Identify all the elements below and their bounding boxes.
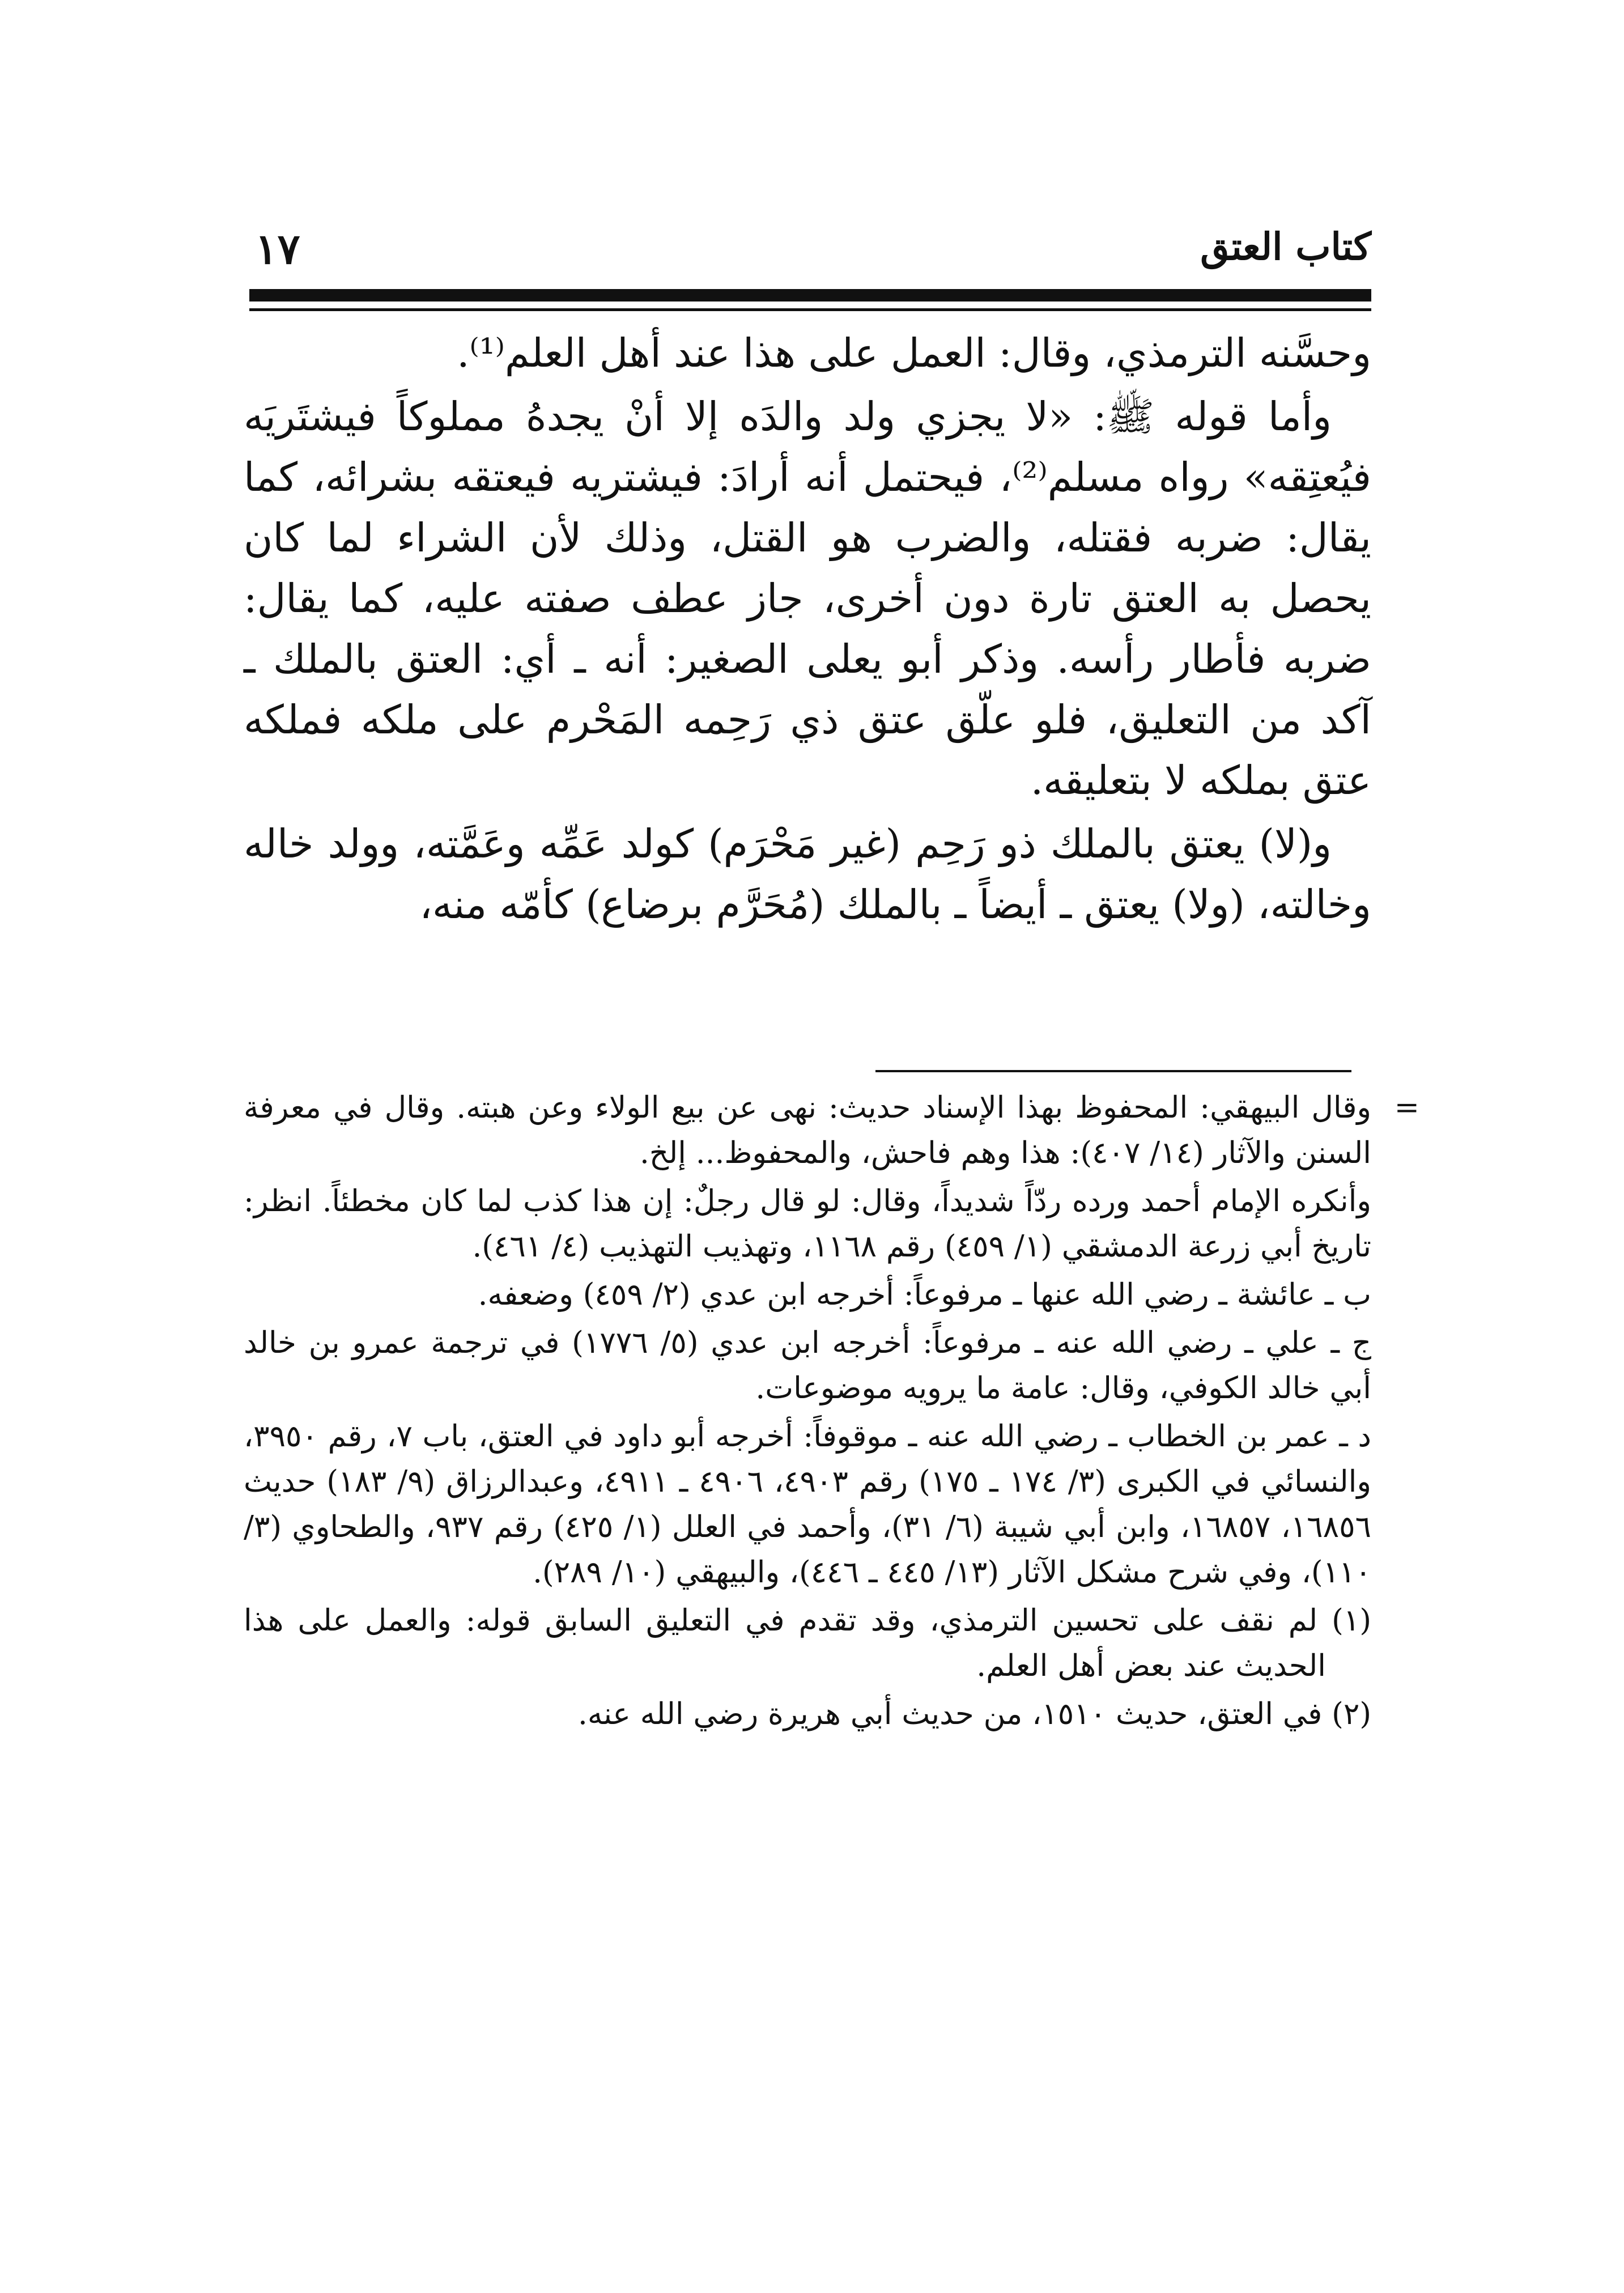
footnote-continued-d: د ـ عمر بن الخطاب ـ رضي الله عنه ـ موقوفاً: أخرجه أبو داود في العتق، باب ٧، رقم ٣٩٥٠، والنسائي في الكبرى (٣/ ١٧٤ ـ ١٧٥) رقم ٤٩٠٣، ٤٩٠٦ ـ ٤٩١١، وعبدالرزاق (٩/ ١٨٣) حديث ١٦٨٥٦، ١٦٨٥٧، وابن أبي شيبة (٦/ ٣١)، وأحمد في العلل (١/ ٤٢٥) رقم ٩٣٧، والطحاوي (٣/ ١١٠)، وفي شرح مشكل الآثار (١٣/ ٤٤٥ ـ ٤٤٦)، والبيهقي (١٠/ ٢٨٩). [244,1419,1372,1590]
footnote-continued-1: وقال البيهقي: المحفوظ بهذا الإسناد حديث: نهى عن بيع الولاء وعن هبته. وقال في معرفة السنن والآثار (١٤/ ٤٠٧): هذا وهم فاحش، والمحفوظ... إلخ. [244,1090,1371,1170]
main-text [244,323,1371,938]
footnote-continued-2: وأنكره الإمام أحمد ورده ردّاً شديداً، وقال: لو قال رجلٌ: إن هذا كذب لما كان مخطئاً. انظر: تاريخ أبي زرعة الدمشقي (١/ ٤٥٩) رقم ١١٦٨، وتهذيب التهذيب (٤/ ٤٦١). [244,1184,1371,1264]
footnote-continued-b: ب ـ عائشة ـ رضي الله عنها ـ مرفوعاً: أخرجه ابن عدي (٢/ ٤٥٩) وضعفه. [478,1277,1371,1312]
page-header [249,218,1371,275]
footnote-continued-c: ج ـ علي ـ رضي الله عنه ـ مرفوعاً: أخرجه ابن عدي (٥/ ١٧٧٦) في ترجمة عمرو بن خالد أبي خالد الكوفي، وقال: عامة ما يرويه موضوعات. [244,1326,1371,1405]
header-rule-thick [249,289,1371,302]
footnotes [244,1085,1419,1740]
page-number: ١٧ [255,225,300,274]
running-title: كتاب العتق [1200,224,1371,269]
header-rule-thin [249,308,1371,311]
paragraph-2: وأما قوله ﷺ: «لا يجزي ولد والدَه إلا أنْ يجدهُ مملوكاً فيشتَريَه فيُعتِقه» رواه مسلم⁽²⁾، فيحتمل أنه أرادَ: فيشتريه فيعتقه بشرائه، كما يقال: ضربه فقتله، والضرب هو القتل، وذلك لأن الشراء لما كان يحصل به العتق تارة دون أخرى، جاز عطف صفته عليه، كما يقال: ضربه فأطار رأسه. وذكر أبو يعلى الصغير: أنه ـ أي: العتق بالملك ـ آكد من التعليق، فلو علّق عتق ذي رَحِمه المَحْرم على ملكه فملكه عتق بملكه لا بتعليقه. [244,393,1372,804]
continuation-mark: = [1394,1090,1419,1125]
footnote-2: (٢) في العتق، حديث ١٥١٠، من حديث أبي هريرة رضي الله عنه. [578,1697,1371,1731]
footnote-1: (١) لم نقف على تحسين الترمذي، وقد تقدم في التعليق السابق قوله: والعمل على هذا الحديث عند بعض أهل العلم. [244,1603,1371,1683]
footnote-separator [875,1070,1351,1072]
paragraph-3: و(لا) يعتق بالملك ذو رَحِم (غير مَحْرَم) كولد عَمِّه وعَمَّته، وولد خاله وخالته، (ولا) يعتق ـ أيضاً ـ بالملك (مُحَرَّم برضاع) كأمّه منه، [244,821,1371,928]
paragraph-1: وحسَّنه الترمذي، وقال: العمل على هذا عند أهل العلم⁽¹⁾. [457,330,1371,376]
